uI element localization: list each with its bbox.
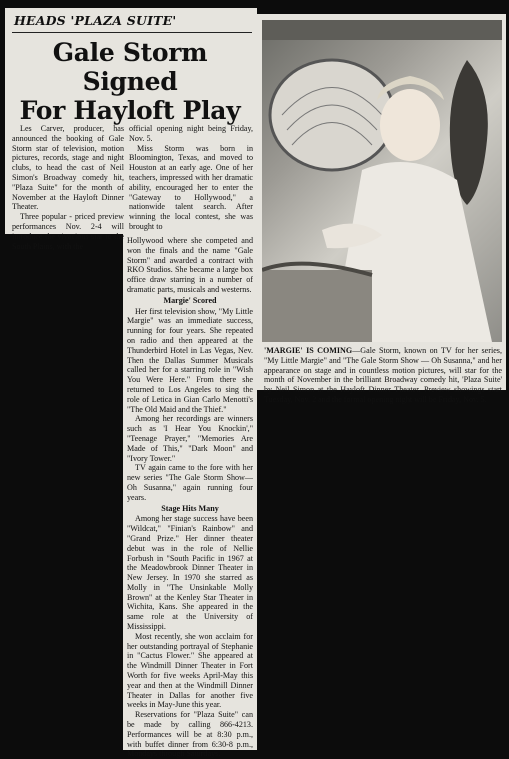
paragraph: TV again came to the fore with her new series "The Gale Storm Show—Oh Susanna," again running four years. [127,463,253,502]
caption-text: —Gale Storm, known on TV for her series, "My Little Margie" and "The Gale Storm Show — Oh Susanna," and her appearance on stage and in countless motion pictures, will star for the month of November in the brilliant Broadway comedy hit, 'Plaza Suite' by Neil Simon at the Hayloft Dinner Theater. Preview showings start Tuesday, Nov. 2 and the formal opening night will be Friday, Nov. 5. [264,346,502,404]
paragraph: Reservations for "Plaza Suite" can be made by calling 866-4213. Performances will be at 8:30 p.m., with buffet dinner from 6:30-8 p.m., Mondays through Saturdays. [127,710,253,759]
paragraph: Among her stage success have been "Wildcat," "Finian's Rainbow" and "Grand Prize." Her dinner theater debut was in the role of Nellie Forbush in "South Pacific in 1967 at the Meadowbrook Dinner Theater in New Jersey. In 1970 she starred as Molly in "The Unsinkable Molly Brown" at the Kenley Star Theater in Wichita, Kans. She appeared in the same role at the University of Mississippi. [127,514,253,632]
table [262,270,372,342]
paragraph: Among her recordings are winners such as 'I Hear You Knockin'," "Teenage Prayer," "Memories Are Made of This," "Dark Moon" and "Ivory Tower." [127,414,253,463]
paragraph: Her first television show, "My Little Margie" was an immediate success, running for four years. She repeated on radio and then appeared at the Thunderbird Hotel in Las Vegas, Nev. Then the Dallas Summer Musicals called her for a starring role in "Wish You Were Here." From there she returned to Los Angeles to sing the role of Letica in Gian Carlo Menotti's "The Old Maid and the Thief." [127,306,253,414]
paragraph: Most recently, she won acclaim for her outstanding portrayal of Stephanie in "Cactus Flower." She appeared at the Windmill Dinner Theater in Fort Worth for five weeks April-May this year and then at the Windmill Dinner Theater in Dallas for another five weeks in May-June this year. [127,631,253,710]
subhead-margie-scored: Margie' Scored [163,295,217,305]
portrait-photo [262,20,502,342]
article-column-2-top [129,124,253,232]
chair-back [270,60,394,170]
article-column-2-continued [127,236,253,759]
headline-line-2: For Hayloft Play [19,96,241,125]
portrait-illustration [262,20,502,342]
subhead-stage-hits-many: Stage Hits Many [161,503,219,513]
face [380,89,440,161]
article-column-1 [12,124,124,251]
headline-line-1: Gale Storm Signed [52,38,208,96]
caption-lead: 'MARGIE' IS COMING [264,346,353,355]
paragraph: Three popular - priced preview performances Nov. 2-4 will introduce the vivacious star to the South Plains, with the [12,212,124,251]
wall-frame [262,20,502,40]
photo-caption [264,346,502,405]
headline [10,38,250,125]
kicker: HEADS 'PLAZA SUITE' [14,13,177,28]
paragraph: Miss Storm was born in Bloomington, Texas, and moved to Houston at an early age. One of her teachers, impressed with her dramatic ability, encouraged her to enter the "Gateway to Hollywood," a nationwide talent search. After winning the local contest, she was brought to [129,143,253,231]
paragraph: Hollywood where she competed and won the finals and the name "Gale Storm" and awarded a contract with RKO Studios. She became a large box office draw starring in a number of dramatic parts, musicals and westerns. [127,236,253,294]
paragraph: Les Carver, producer, has announced the booking of Gale Storm star of television, motion pictures, records, stage and night clubs, to head the cast of Neil Simon's Broadway comedy hit, "Plaza Suite" for the month of November at the Hayloft Dinner Theater. [12,124,124,212]
kicker-rule [12,32,252,33]
paragraph: official opening night being Friday, Nov. 5. [129,124,253,143]
